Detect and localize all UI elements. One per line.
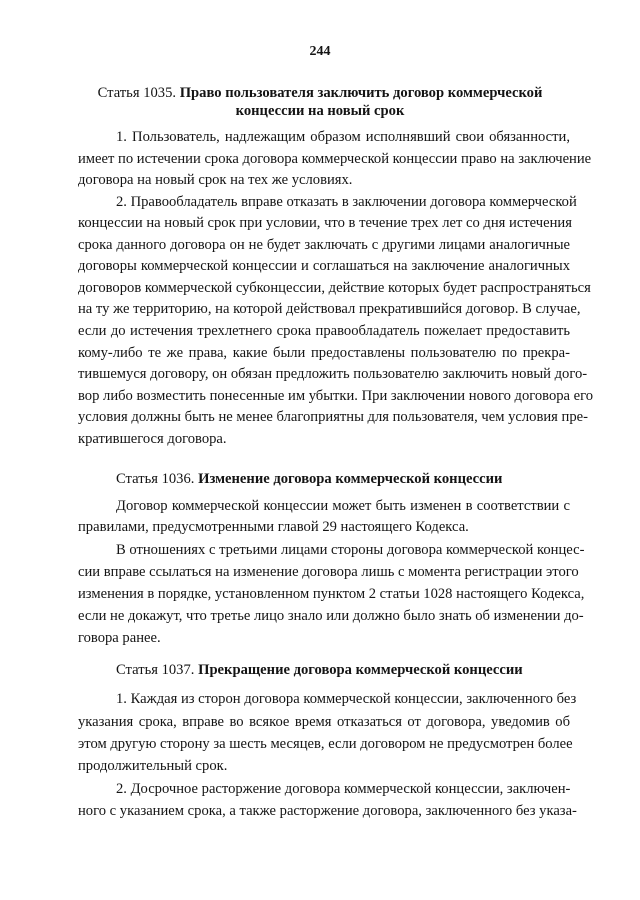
paragraph-line: 1. Каждая из сторон договора коммерческой концессии, заключенного без — [116, 691, 577, 707]
paragraph-line: концессии на новый срок при условии, что в течение трех лет со дня истечения — [78, 215, 572, 231]
article-1037-prefix: Статья 1037. — [116, 662, 195, 678]
paragraph-line: ного с указанием срока, а также расторжение договора, заключенного без указа- — [78, 803, 577, 819]
paragraph-line: договоры коммерческой концессии и соглашаться на заключение аналогичных — [78, 258, 570, 274]
paragraph-line: этом другую сторону за шесть месяцев, если договором не предусмотрен более — [78, 736, 573, 752]
paragraph-line: 2. Досрочное расторжение договора коммерческой концессии, заключен- — [116, 781, 571, 797]
paragraph-line: продолжительный срок. — [78, 758, 228, 774]
paragraph-line: 2. Правообладатель вправе отказать в заключении договора коммерческой — [116, 194, 577, 210]
article-1036-title: Изменение договора коммерческой концессии — [198, 471, 503, 487]
paragraph-line: указания срока, вправе во всякое время отказаться от договора, уведомив об — [78, 714, 570, 730]
paragraph-line: договоров коммерческой субконцессии, действие которых будет распространяться — [78, 280, 591, 296]
article-1037-heading — [116, 661, 570, 679]
article-1035-heading — [0, 84, 640, 102]
paragraph-line: говора ранее. — [78, 630, 161, 646]
paragraph-line: кратившегося договора. — [78, 431, 227, 447]
paragraph-line: если не докажут, что третье лицо знало или должно было знать об изменении до- — [78, 608, 584, 624]
paragraph-line: кому-либо те же права, какие были предоставлены пользователю по прекра- — [78, 345, 570, 361]
paragraph-line: В отношениях с третьими лицами стороны договора коммерческой концес- — [116, 542, 585, 558]
article-1037-title: Прекращение договора коммерческой концессии — [198, 662, 523, 678]
paragraph-line: условия должны быть не менее благоприятны для пользователя, чем условия пре- — [78, 409, 588, 425]
paragraph-line: 1. Пользователь, надлежащим образом исполнявший свои обязанности, — [116, 129, 570, 145]
paragraph-line: правилами, предусмотренными главой 29 настоящего Кодекса. — [78, 519, 469, 535]
paragraph-line: изменения в порядке, установленном пунктом 2 статьи 1028 настоящего Кодекса, — [78, 586, 585, 602]
article-1035-title-line2: концессии на новый срок — [235, 103, 405, 119]
paragraph-line: сии вправе ссылаться на изменение договора лишь с момента регистрации этого — [78, 564, 579, 580]
paragraph-line: имеет по истечении срока договора коммерческой концессии право на заключение — [78, 151, 592, 167]
paragraph-line: на ту же территорию, на которой действовал прекратившийся договор. В случае, — [78, 301, 581, 317]
paragraph-line: если до истечения трехлетнего срока правообладатель пожелает предоставить — [78, 323, 570, 339]
article-1036-prefix: Статья 1036. — [116, 471, 195, 487]
paragraph-line: срока данного договора он не будет заключать с другими лицами аналогичные — [78, 237, 570, 253]
paragraph-line: тившемуся договору, он обязан предложить пользователю заключить новый дого- — [78, 366, 588, 382]
paragraph-line: Договор коммерческой концессии может быть изменен в соответствии с — [116, 498, 570, 514]
paragraph-line: договора на новый срок на тех же условиях. — [78, 172, 353, 188]
paragraph-line: вор либо возместить понесенные им убытки. При заключении нового договора его — [78, 388, 594, 404]
article-1035-prefix: Статья 1035. — [97, 85, 177, 101]
article-1036-heading — [116, 470, 570, 488]
article-1035-title-line1: Право пользователя заключить договор коммерческой — [179, 85, 543, 101]
page-number: 244 — [309, 44, 331, 59]
